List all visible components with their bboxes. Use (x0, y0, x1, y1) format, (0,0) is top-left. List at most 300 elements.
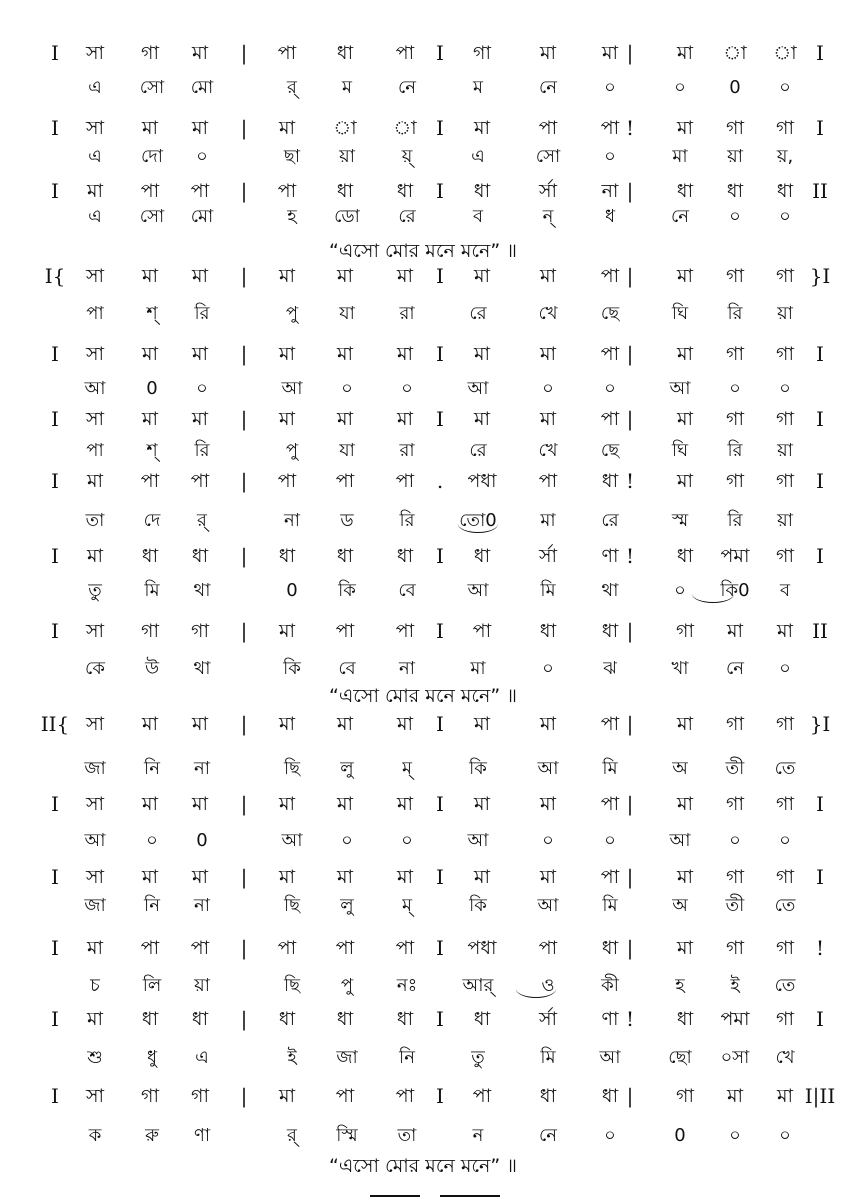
lyric-syllable: য়া (777, 303, 793, 324)
swara-note: পা (335, 1085, 355, 1107)
bar-line: I (816, 41, 824, 65)
swara-note: পমা (720, 1008, 750, 1030)
swara-note: মা (86, 937, 104, 959)
swara-note: পা (395, 470, 415, 492)
swara-note: মা (86, 180, 104, 202)
bar-line: I (816, 407, 824, 431)
swara-note: গা (776, 545, 794, 567)
lyric-syllable: সো (139, 77, 165, 98)
swara-note: গা (676, 620, 694, 642)
lyric-syllable: আ (537, 895, 559, 916)
lyric-syllable: রি (727, 510, 743, 531)
swara-note: মা (676, 408, 694, 430)
lyric-syllable: মি (144, 580, 160, 601)
lyric-syllable: র্ (197, 510, 207, 531)
swara-note: মা (278, 793, 296, 815)
swara-note: সা (85, 620, 105, 642)
lyric-syllable: ০ (779, 1125, 791, 1146)
swara-note: পা (335, 620, 355, 642)
swara-note: পা (600, 713, 620, 735)
lyric-syllable: কি0 (720, 580, 750, 601)
swara-note: মা (141, 408, 159, 430)
swara-note: মা (141, 117, 159, 139)
swara-note: ধা (336, 545, 354, 567)
lyric-syllable: খে (538, 303, 558, 324)
swara-note: মা (278, 620, 296, 642)
lyric-syllable: খে (775, 1047, 795, 1068)
swara-note: মা (676, 117, 694, 139)
lyric-syllable: শ্ (146, 440, 158, 461)
bar-line: }I (809, 712, 831, 736)
swara-note: সা (85, 1085, 105, 1107)
swara-note: র্সা (538, 1008, 558, 1030)
swara-note: গা (776, 117, 794, 139)
lyric-syllable: তে (774, 975, 796, 996)
swara-note: মা (676, 866, 694, 888)
lyric-syllable: ণা (193, 1125, 211, 1146)
swara-note: মা (336, 343, 354, 365)
lyric-syllable: ঝ (603, 658, 617, 679)
lyric-syllable: অ (672, 758, 688, 779)
swara-note: পা (395, 937, 415, 959)
lyric-syllable: নে (538, 1125, 558, 1146)
lyric-syllable: আ (84, 830, 106, 851)
swara-note: পা (335, 470, 355, 492)
swara-note: গা (141, 1085, 159, 1107)
swara-note: মা (601, 42, 619, 64)
lyric-syllable: রু (145, 1125, 159, 1146)
bar-line: | (240, 1007, 248, 1031)
lyric-syllable: ০ (779, 77, 791, 98)
lyric-syllable: না (284, 510, 300, 531)
swara-note: মা (473, 408, 491, 430)
swara-note: গা (726, 343, 744, 365)
swara-note: পা (335, 937, 355, 959)
lyric-syllable: ন (472, 1125, 484, 1146)
lyric-syllable: য়া (727, 146, 743, 167)
lyric-syllable: ব (779, 580, 791, 601)
bar-line: I (436, 544, 444, 568)
swara-note: ধা (676, 180, 694, 202)
bar-line: | (626, 792, 634, 816)
swara-note: গা (141, 42, 159, 64)
lyric-syllable: রি (727, 303, 743, 324)
lyric-syllable: য়, (776, 146, 794, 167)
lyric-syllable: নি (144, 758, 160, 779)
lyric-syllable: নে (725, 658, 745, 679)
swara-note: পা (538, 117, 558, 139)
bar-line: | (240, 619, 248, 643)
swara-note: ধা (278, 1008, 296, 1030)
bar-line: I (51, 619, 59, 643)
lyric-syllable: অ (672, 895, 688, 916)
bar-line: I{ (44, 264, 66, 288)
lyric-syllable: আ (467, 830, 489, 851)
swara-note: গা (141, 620, 159, 642)
swara-note: মা (539, 265, 557, 287)
swara-note: ধা (539, 1085, 557, 1107)
bar-line: I (436, 865, 444, 889)
lyric-syllable: খা (671, 658, 689, 679)
lyric-syllable: ছে (600, 303, 620, 324)
bar-line: I (436, 179, 444, 203)
bar-line: I (436, 936, 444, 960)
lyric-syllable: ডো (334, 206, 360, 227)
lyric-syllable: নে (397, 77, 417, 98)
lyric-syllable: কি (469, 895, 487, 916)
swara-note: ধা (601, 620, 619, 642)
lyric-syllable: পু (340, 975, 354, 996)
bar-line: I (436, 116, 444, 140)
lyric-syllable: ০ (542, 830, 554, 851)
bar-line: | (626, 407, 634, 431)
bar-line: I (51, 469, 59, 493)
lyric-syllable: ছি (283, 975, 301, 996)
swara-note: মা (191, 117, 209, 139)
swara-note: মা (191, 713, 209, 735)
bar-line: II (812, 619, 828, 643)
swara-note: মা (676, 470, 694, 492)
swara-note: পা (140, 937, 160, 959)
lyric-syllable: ন্ (542, 206, 554, 227)
swara-note: পা (600, 866, 620, 888)
swara-note: মা (86, 470, 104, 492)
lyric-syllable: থা (193, 658, 211, 679)
swara-note: পা (600, 117, 620, 139)
lyric-syllable: এ (471, 146, 485, 167)
swara-note: মা (776, 1085, 794, 1107)
lyric-syllable: রা (399, 303, 415, 324)
swara-note: গা (191, 1085, 209, 1107)
bar-line: | (240, 936, 248, 960)
lyric-syllable: 0 (674, 1125, 686, 1146)
swara-note: মা (191, 265, 209, 287)
swara-note: পা (395, 42, 415, 64)
swara-note: মা (539, 42, 557, 64)
lyric-syllable: এ (195, 1047, 209, 1068)
swara-note: ধা (473, 1008, 491, 1030)
lyric-syllable: আ (669, 830, 691, 851)
bar-line: | (240, 544, 248, 568)
lyric-syllable: যা (339, 303, 355, 324)
lyric-syllable: শ্ (146, 303, 158, 324)
lyric-syllable: না (194, 895, 210, 916)
bar-line: I (51, 116, 59, 140)
lyric-syllable: ব (472, 206, 484, 227)
swara-note: র্সা (538, 180, 558, 202)
lyric-syllable: তে (774, 758, 796, 779)
swara-note: গা (776, 793, 794, 815)
lyric-syllable: আ (281, 830, 303, 851)
swara-note: মা (473, 713, 491, 735)
swara-note: গা (776, 470, 794, 492)
lyric-syllable: আ (669, 378, 691, 399)
swara-note: মা (141, 866, 159, 888)
swara-note: ধা (336, 42, 354, 64)
bar-line: I (436, 342, 444, 366)
lyric-syllable: ছি (283, 758, 301, 779)
swara-note: পধা (467, 937, 497, 959)
lyric-syllable: য়া (194, 975, 210, 996)
bar-line: I (816, 544, 824, 568)
swara-note: মা (336, 408, 354, 430)
lyric-syllable: স্মি (336, 1125, 358, 1146)
lyric-syllable: ছো (668, 1047, 692, 1068)
swara-note: গা (776, 408, 794, 430)
swara-note: র্সা (538, 545, 558, 567)
bar-line: ! (815, 936, 825, 960)
swara-note: পা (600, 408, 620, 430)
lyric-syllable: লু (340, 758, 354, 779)
swara-note: ধা (141, 1008, 159, 1030)
bar-line: I (436, 792, 444, 816)
swara-note: ধা (726, 180, 744, 202)
swara-note: সা (85, 408, 105, 430)
swara-note: মা (473, 866, 491, 888)
lyric-syllable: আ (281, 378, 303, 399)
lyric-syllable: নঃ (396, 975, 418, 996)
swara-note: ধা (396, 545, 414, 567)
swara-note: মা (396, 793, 414, 815)
swara-note: মা (278, 408, 296, 430)
cropped-heading-fragment (360, 1188, 510, 1199)
lyric-syllable: আ (467, 378, 489, 399)
lyric-syllable: ০ (729, 206, 741, 227)
lyric-syllable: তু (88, 580, 102, 601)
lyric-syllable: কি (283, 658, 301, 679)
swara-note: গা (726, 713, 744, 735)
bar-line: | (626, 179, 634, 203)
swara-note: গা (726, 866, 744, 888)
lyric-syllable: মি (540, 580, 556, 601)
lyric-syllable: ০ (401, 378, 413, 399)
swara-note: ধা (191, 1008, 209, 1030)
swara-note: মা (278, 117, 296, 139)
swara-note: মা (676, 793, 694, 815)
swara-note: ধা (601, 470, 619, 492)
swara-note: গা (726, 408, 744, 430)
swara-note: মা (473, 793, 491, 815)
lyric-syllable: মি (602, 758, 618, 779)
bar-line: I|II (804, 1084, 836, 1108)
lyric-syllable: পা (86, 303, 104, 324)
lyric-syllable: বে (338, 658, 356, 679)
refrain-line: “এসো মোর মনে মনে” ॥ (328, 240, 517, 262)
lyric-syllable: নি (144, 895, 160, 916)
swara-note: মা (473, 265, 491, 287)
lyric-syllable: য়্ (401, 146, 413, 167)
lyric-syllable: সো (535, 146, 561, 167)
bar-line: I (51, 1084, 59, 1108)
lyric-syllable: মা (540, 510, 556, 531)
swara-note: পা (140, 470, 160, 492)
lyric-syllable: মি (602, 895, 618, 916)
swara-note: পা (395, 1085, 415, 1107)
bar-line: I (436, 264, 444, 288)
swara-note: পমা (720, 545, 750, 567)
lyric-syllable: না (194, 758, 210, 779)
lyric-syllable: মি (540, 1047, 556, 1068)
lyric-syllable: ম (473, 77, 483, 98)
swara-note: ধা (473, 180, 491, 202)
bar-line: I (436, 41, 444, 65)
lyric-syllable: রি (399, 510, 415, 531)
lyric-syllable: 0 (146, 378, 158, 399)
lyric-syllable: হ (675, 975, 685, 996)
swara-note: মা (676, 265, 694, 287)
lyric-syllable: কি (338, 580, 356, 601)
bar-line: I (436, 407, 444, 431)
swara-note: পা (600, 265, 620, 287)
swara-note: পা (600, 793, 620, 815)
swara-note: ধা (336, 180, 354, 202)
lyric-syllable: আ (467, 580, 489, 601)
swara-note: ণা (601, 1008, 619, 1030)
bar-line: | (240, 41, 248, 65)
bar-line: ! (625, 116, 635, 140)
bar-line: | (240, 342, 248, 366)
lyric-syllable: খে (538, 440, 558, 461)
bar-line: }I (809, 264, 831, 288)
lyric-syllable: নি (399, 1047, 415, 1068)
swara-note: ধা (601, 937, 619, 959)
lyric-syllable: ০ (401, 830, 413, 851)
lyric-syllable: রে (398, 206, 416, 227)
bar-line: | (626, 936, 634, 960)
bar-line: I (816, 116, 824, 140)
lyric-syllable: ০ (604, 146, 616, 167)
lyric-syllable: নে (670, 206, 690, 227)
swara-note: গা (776, 937, 794, 959)
swara-note: গা (726, 117, 744, 139)
lyric-syllable: ক (88, 1125, 102, 1146)
lyric-syllable: কি (469, 758, 487, 779)
lyric-syllable: র্ (287, 77, 297, 98)
swara-note: পা (190, 937, 210, 959)
swara-note: মা (191, 42, 209, 64)
lyric-syllable: রি (727, 440, 743, 461)
lyric-syllable: ০ (779, 378, 791, 399)
swara-note: ধা (278, 545, 296, 567)
swara-note: ধা (676, 545, 694, 567)
swara-note: পা (277, 42, 297, 64)
swara-note: মা (726, 620, 744, 642)
swara-note: মা (473, 117, 491, 139)
bar-line: | (240, 792, 248, 816)
refrain-line: “এসো মোর মনে মনে” ॥ (328, 685, 517, 707)
lyric-syllable: ০ (146, 830, 158, 851)
swara-note: ধা (336, 1008, 354, 1030)
bar-line: | (626, 619, 634, 643)
bar-line: | (240, 407, 248, 431)
lyric-syllable: আ (599, 1047, 621, 1068)
swara-note: মা (191, 343, 209, 365)
lyric-syllable: যা (339, 440, 355, 461)
bar-line: I (436, 1007, 444, 1031)
lyric-syllable: ই (287, 1047, 297, 1068)
swara-note: সা (85, 793, 105, 815)
swara-note: গা (776, 713, 794, 735)
swara-note: মা (396, 343, 414, 365)
swara-note: মা (726, 1085, 744, 1107)
bar-line: | (626, 865, 634, 889)
refrain-line: “এসো মোর মনে মনে” ॥ (328, 1155, 517, 1177)
swara-note: া (723, 42, 747, 64)
lyric-syllable: এ (88, 206, 102, 227)
swara-note: পা (538, 937, 558, 959)
lyric-syllable: তে (774, 895, 796, 916)
lyric-syllable: নে (538, 77, 558, 98)
lyric-syllable: আর্ (462, 975, 494, 996)
swara-note: মা (539, 866, 557, 888)
lyric-syllable: কে (85, 658, 105, 679)
swara-note: পা (190, 470, 210, 492)
lyric-syllable: ০ (674, 580, 686, 601)
swara-note: সা (85, 42, 105, 64)
swara-note: মা (191, 793, 209, 815)
lyric-syllable: তা (397, 1125, 417, 1146)
swara-note: সা (85, 117, 105, 139)
bar-line: I (816, 865, 824, 889)
bar-line: I (436, 619, 444, 643)
lyric-syllable: ০ (542, 658, 554, 679)
bar-line: I (51, 342, 59, 366)
swara-note: না (601, 180, 619, 202)
lyric-syllable: লু (340, 895, 354, 916)
lyric-syllable: 0 (729, 77, 741, 98)
lyric-syllable: ০সা (720, 1047, 750, 1068)
bar-line: I (436, 1084, 444, 1108)
swara-note: গা (473, 42, 491, 64)
swara-note: া (393, 117, 417, 139)
lyric-syllable: ০ (604, 830, 616, 851)
swara-note: মা (336, 713, 354, 735)
swara-note: গা (776, 866, 794, 888)
swara-note: গা (676, 1085, 694, 1107)
lyric-syllable: পা (86, 440, 104, 461)
lyric-syllable: ০ (196, 378, 208, 399)
swara-note: মা (141, 343, 159, 365)
lyric-syllable: থা (193, 580, 211, 601)
swara-note: মা (141, 713, 159, 735)
lyric-syllable: জা (84, 895, 106, 916)
lyric-syllable: শু (87, 1047, 103, 1068)
bar-line: | (626, 342, 634, 366)
lyric-syllable: রি (194, 440, 210, 461)
lyric-syllable: ০ (779, 206, 791, 227)
lyric-syllable: রে (469, 303, 487, 324)
lyric-syllable: দো (141, 146, 163, 167)
lyric-syllable: ছা (283, 146, 301, 167)
swara-note: পা (277, 937, 297, 959)
swara-note: ণা (601, 545, 619, 567)
swara-note: পা (472, 620, 492, 642)
swara-note: মা (336, 793, 354, 815)
bar-line: | (626, 264, 634, 288)
bar-line: ! (625, 1007, 635, 1031)
swara-note: ধা (473, 545, 491, 567)
lyric-syllable: ০ (729, 1125, 741, 1146)
lyric-syllable: ০ (674, 77, 686, 98)
swara-note: মা (396, 866, 414, 888)
swara-note: মা (278, 265, 296, 287)
swara-note: মা (396, 408, 414, 430)
lyric-syllable: ই (730, 975, 740, 996)
bar-line: . (436, 469, 444, 493)
swara-note: মা (776, 620, 794, 642)
swara-note: গা (776, 265, 794, 287)
bar-line: | (626, 1084, 634, 1108)
